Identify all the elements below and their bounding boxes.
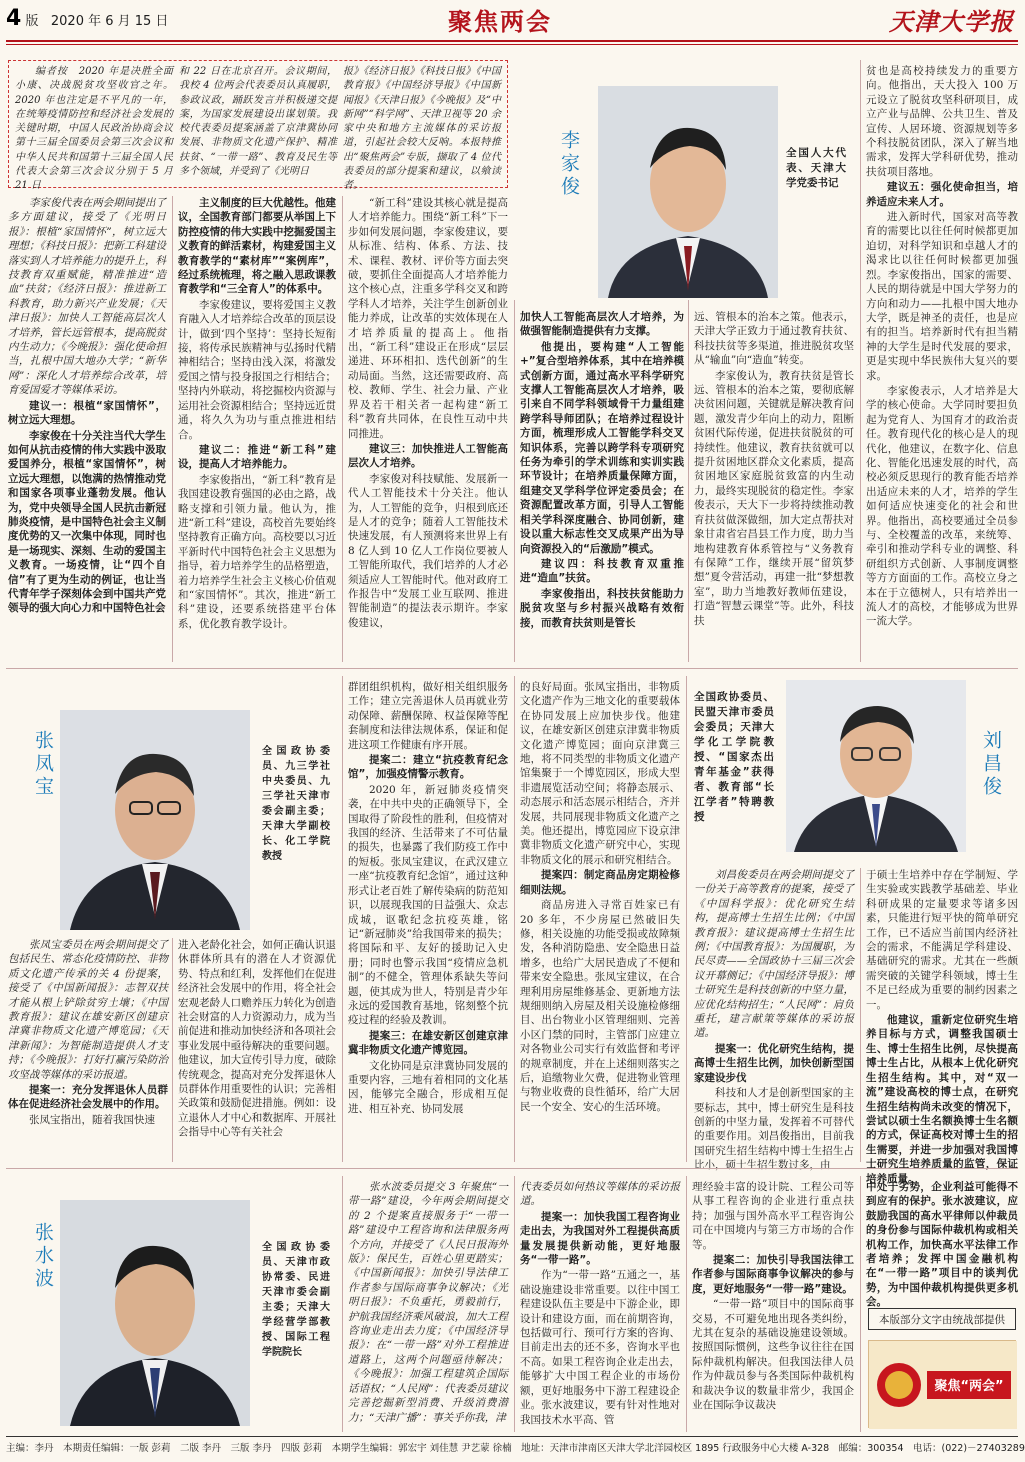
- page-header-left: [6, 6, 168, 31]
- col-divider: [514, 1176, 515, 1432]
- zhang-fb-caption: 全国政协委员、九三学社中央委员、九三学社天津市委会副主委；天津大学副校长、化工学院教授: [262, 746, 330, 862]
- zhang-fb-col-2: 进入老龄化社会，如何正确认识退休群体所具有的潜在人才资源优势、特点和红利，发挥他们在促进经济社会发展中的作用，将全社会宏观老龄人口赡养压力转化为创造社会财富的人力资源动力，成为当前促进和推动加快经济和各项社会事业发展中亟待解决的重要问题。他建议，加大宣传引导力度，破除传统观念，提高对充分发挥退休人员群体作用重要性的认识；完善相关政策和鼓励促进措施。例如：设立退休人才中心和数据库、开展社会指导中心等有关社会: [178, 939, 336, 1139]
- col-divider: [686, 676, 687, 1162]
- li-col-4: 加快人工智能高层次人才培养，为做强智能制造提供有力支撑。 他提出，要构建“人工智能+”复合型培养体系，其中在培养模式创新方面，通过高水平科学研究支撑人工智能高层次人才培养，吸引来自不同学科领域骨干力量组建跨学科导师团队；在培养过程设计方面，梳理形成人工智能学科交叉知识体系，完善以跨学科专项研究任务为牵引的学术训练和实训实践环节设计；在培养质量保障方面，组建交叉学科学位评定委员会；在资源配置改革方面，引导人工智能相关学科深度融合、协同创新，建设以重大标志性交叉成果产出为导向资源投入的“后激励”模式。 建议四：科技教育双重推进“造血”扶贫。 李家俊指出，科技扶贫能助力脱贫攻坚与乡村振兴战略有效衔接，而教育扶贫则是管长: [520, 311, 684, 629]
- col-divider: [342, 676, 343, 1162]
- zhang-sb-col-4: 中处于劣势，企业利益可能得不到应有的保护。张水波建议，应鼓励我国的高水平律师以仲裁员的身份参与国际仲裁机构或相关机构工作，加快高水平法律工作者培养；发挥中国金融机构在“一带一路”项目中的谈判优势，为中国仲裁机构提供更多机会。: [866, 1181, 1018, 1309]
- source-note: 本版部分文字由统战部提供: [868, 1308, 1016, 1330]
- zhang-fb-name: 张凤宝: [32, 730, 54, 799]
- section-divider: [6, 1168, 1018, 1169]
- zhang-sb-caption: 全国政协委员、天津市政协常委、民进天津市委会副主委；天津大学经营学部教授、国际工程学院院长: [262, 1242, 330, 1358]
- masthead: 天津大学报: [889, 7, 1014, 36]
- col-divider: [514, 300, 515, 662]
- col-divider: [860, 60, 861, 662]
- li-col-1: 李家俊代表在两会期间提出了多方面建议，接受了《光明日报》：根植“家国情怀”，树立远大理想；《科技日报》：把新工科建设落实到人才培养能力的提升上，科技教育双重赋能，精准推进“造血”扶贫；《经济日报》：推进新工科教育，助力新兴产业发展；《天津日报》：加快人工智能高层次人才培养，管长远管根本，提高脱贫内生动力；《今晚报》：强化使命担当，扎根中国大地办大学；“新华网”：深化人才培养综合改革，培育爱国爱才等媒体采访。 建议一：根植“家国情怀”，树立远大理想。 李家俊在十分关注当代大学生如何从抗击疫情的伟大实践中汲取爱国养分，根植“家国情怀”，树立远大理想，以饱满的热情推动党和国家各项事业蓬勃发展。他认为，党中央领导全国人民抗击新冠肺炎疫情，是中国特色社会主义制度优势的又一次集中体现，同时也是一场现实、深刻、生动的爱国主义教育。一场疫情，让“四个自信”有了更为生动的例证，也让当代青年学子深刻体会到中国共产党领导的强大向心力和中国特色社会: [8, 197, 166, 615]
- zhang-sb-portrait: [60, 1200, 250, 1426]
- col-divider: [172, 938, 173, 1162]
- zhang-fb-portrait: [60, 710, 250, 930]
- li-col-5: 远、管根本的治本之策。他表示，天津大学正致力于通过教育扶贫、科技扶贫等多渠道，推进脱贫攻坚从“输血”向“造血”转变。 李家俊认为，教育扶贫是管长远、管根本的治本之策，要彻底解决贫困问题，关键就是解决教育问题，激发青少年向上的动力，阻断贫困代际传递，促进扶贫脱贫的可持续性。他建议，教育扶贫就可以提升贫困地区群众文化素质，提高贫困地区家庭脱贫致富的内生动力，最终实现脱贫的稳定性。李家俊表示，天大下一步将持续推动教育扶贫做深做细，加大定点帮扶对象甘肃省宕昌县工作力度，助力当地构建教育体系管控与“义务教育有保障”工作，继续开展“留筑梦想”夏令营活动，再建一批“梦想教室”，助力当地教好教师伍建设，打造“智慧云课堂”等。此外，科技扶: [694, 311, 854, 627]
- footer-rule: [6, 1436, 1018, 1437]
- col-divider: [514, 676, 515, 1162]
- li-col-6: 贫也是高校持续发力的重要方向。他指出，天大投入 100 万元设立了脱贫攻坚科研项目，成立产业与品牌、公共卫生、普及宣传、人居环境、资源规划等多个科技脱贫团队，深入了解当地需求，发挥大学科研优势，推动扶贫项目落地。 建议五：强化使命担当，培养适应未来人才。 进入新时代，国家对高等教育的需要比以往任何时候都更加迫切，对科学知识和卓越人才的渴求比以往任何时候都更加强烈。李家俊指出，国家的需要、人民的期待就是中国大学努力的方向和动力——扎根中国大地办大学，既是神圣的责任，也是应有的担当。培养新时代有担当精神的大学生是时代发展的要求，更是实现中华民族伟大复兴的要求。 李家俊表示，人才培养是大学的核心使命。大学同时要担负起为党育人、为国育才的政治责任。教育现代化的核心是人的现代化，他建议，在数字化、信息化、智能化迅速发展的时代，高校必须反思现行的教育能否培养出适应未来的人才，培养的学生如何适应快速变化的社会和世界。他指出，高校要通过全员参与、全校覆盖的改革，来统筹、牵引和推动学科专业的调整、科研组织方式创新、人事制度调整等方方面面的工作。高校立身之本在于立德树人，只有培养出一流人才的高校，才能够成为世界一流大学。: [866, 65, 1018, 628]
- zhang-sb-col-1: 张水波委员提交 3 年聚焦“一带一路”建设，今年两会期间提交的 2 个提案直接服务于“一带一路”建设中工程咨询和法律服务两个方向，并接受了《人民日报海外版》：保民生，百姓心里更踏实；《中国新闻报》：加快引导法律工作者参与国际商事争议解决；《光明日报》：不负重托，勇毅前行，护航我国经济乘风破浪，加大工程咨询业走出去力度；《中国经济导报》：在“一带一路”对外工程推进道路上，这两个问题亟待解决；《今晚报》：加强工程建筑企国际话语权；“人民网”：代表委员建议完善挖掘新型消费、升级消费潜力；“天津广播”：事关乎你我，津: [348, 1181, 508, 1424]
- two-sessions-logo: [868, 1340, 1016, 1428]
- zhang-sb-col-2: 代表委员如何热议等媒体的采访报道。 提案一：加快我国工程咨询业走出去，为我国对外工程提供高质量发展提供新动能，更好地服务“一带一路”。 作为“一带一路”五通之一，基础设施建设非常重要。以往中国工程建设队伍主要是中下游企业，即设计和建设方面，而在前期咨询，包括做可行、预可行方案的咨询、目前走出去的还不多，咨询水平也不高。如果工程咨询企业走出去，能够扩大中国工程企业的市场份额，更好地服务中下游工程建设企业。张水波建议，要有针对性地对我国技术水平高、管: [520, 1181, 680, 1426]
- liu-name: 刘昌俊: [980, 730, 1002, 799]
- issue-date: 2020 年 6 月 15 日: [50, 14, 169, 29]
- col-divider: [860, 868, 861, 1162]
- section-title: 聚焦两会: [448, 8, 552, 36]
- zhang-fb-col-4: 的良好局面。张凤宝指出，非物质文化遗产作为三地文化的重要载体在协同发展上应加快步伐。他建议，在雄安新区创建京津冀非物质文化遗产博览园；面向京津冀三地，将不同类型的非物质文化遗产馆集聚于一个博览园区，形成大型非遗展览活动空间；将静态展示、动态展示和活态展示相结合，齐并发展，共同展现非物质文化遗产之美。他还提出，博览园应下设京津冀非物质文化遗产研究中心，实现非物质文化的展示和研究相结合。 提案四：制定商品房定期检修细则法规。 商品房进入寻常百姓家已有 20 多年，不少房屋已然破旧失修，相关设施的功能受损或故障频发，各种消防隐患、安全隐患日益增多，也给广大居民造成了不便和带来安全隐患。张凤宝建议，在合理利用房屋维修基金、更新地方法规细则纳入房屋及相关设施检修细目、出台物业小区管理细则、完善小区门禁的同时，主管部门应建立对各物业公司实行有效监督和考评的规章制度，并在上述细则落实之后，追缴物业欠费，促进物业管理与物业收费的良性循环，给广大居民一个安全、安心的生活环境。: [520, 681, 680, 1113]
- zhang-sb-name: 张水波: [32, 1222, 54, 1291]
- header-rule-thin: [6, 44, 1018, 45]
- editor-note-col-1: 编者按 2020 年是决胜全面小康、决战脱贫攻坚收官之年。2020 年也注定是不平凡的一年，在统筹疫情防控和经济社会发展的关键时期，中国人民政治协商会议第十三届全国委员会第三次会议和中华人民共和国第十三届全国人民代表大会第三次会议分别于 5 月 21 日: [15, 66, 173, 192]
- header-rule: [6, 40, 1018, 42]
- col-divider: [342, 1176, 343, 1432]
- editor-note-box: [8, 60, 508, 192]
- page-unit: 版: [25, 14, 39, 29]
- liu-caption: 全国政协委员、民盟天津市委员会委员；天津大学化工学院教授、“国家杰出青年基金”获得者、教育部“长江学者”特聘教授: [694, 691, 774, 823]
- page-number: 4: [6, 6, 22, 31]
- zhang-fb-col-3: 群团组织机构，做好相关组织服务工作；建立完善退休人员再就业劳动保障、薪酬保障、权益保障等配套制度和法律法规体系，保证和促进这项工作健康有序开展。 提案二：建立“抗疫教育纪念馆”，加强疫情警示教育。 2020 年，新冠肺炎疫情突袭，在中共中央的正确领导下，全国取得了阶段性的胜利，但疫情对我国的经济、生活带来了不可估量的损失，也暴露了我们防疫工作中的短板。张凤宝建议，在武汉建立一座“抗疫教育纪念馆”，通过这种形式让老百姓了解传染病的防范知识，以展现我国的日益强大、众志成城，讴歌纪念抗疫英雄，铭记“新冠肺炎”给我国带来的损失；将国际和平、友好的援助记入史册；同时也警示我国“疫情应急机制”的不健全，管理体系缺失等问题，使其成为世人，特别是青少年永远的爱国教育基地，铭刻整个抗疫过程的经验及教训。 提案三：在雄安新区创建京津冀非物质文化遗产博览园。 文化协同是京津冀协同发展的重要内容，三地有着相同的文化基因，能够完全融合，形成相互促进、相互补充、协同发展: [348, 681, 508, 1115]
- footer: 主编：李丹 本期责任编辑：一版 彭莉 二版 李丹 三版 李丹 四版 彭莉 本期学生编辑：郭宏宇 刘佳慧 尹艺蒙 徐楠 地址：天津市津南区天津大学北洋园校区 1895 行政服务中心大楼 A-328 邮编：300354 电话：(022)－27403289: [6, 1443, 1025, 1454]
- li-col-2: 主义制度的巨大优越性。他建议，全国教育部门都要从举国上下防控疫情的伟大实践中挖掘爱国主义教育的鲜活素材，构建爱国主义教育教学的“素材库”“案例库”，经过系统梳理，将之融入思政课教育教学和“三全育人”的体系中。 李家俊建议，要将爱国主义教育融入人才培养综合改革的顶层设计，做到‘四个坚持’：坚持长短衔接，将传承民族精神与弘扬时代精神相结合；坚持由浅入深，将激发爱国之情与投身报国之行相结合；坚持内外联动，将挖掘校内资源与运用社会资源相结合；坚持远近贯通，将久久为功与重点推进相结合。 建议二：推进“新工科”建设，提高人才培养能力。 李家俊指出，“新工科”教育是我国建设教育强国的必由之路，战略支撑和引领力量。他认为，推进“新工科”建设，高校首先要始终坚持教育正确方向。高校要以习近平新时代中国特色社会主义思想为指导，着力培养学生的品格塑造，着力培养学生社会主义核心价值观和“家国情怀”。其次，推进“新工科”建设，还要系统搭建平台体系，优化教育教学设计。: [178, 197, 336, 630]
- col-divider: [686, 1176, 687, 1432]
- section-divider: [6, 668, 1018, 669]
- col-divider: [172, 196, 173, 662]
- col-divider: [342, 196, 343, 662]
- editor-note-col-2: 和 22 日在北京召开。会议期间，我校 4 位两会代表委员认真履职，参政议政，踊跃发言并积极递交提案，为国家发展建设出谋划策。我校代表委员提案涵盖了京津冀协同发展、非物质文化遗产保护、精准扶贫、“一带一路”、教育及民生等多个领域，并受到了《光明日: [179, 66, 337, 178]
- zhang-sb-col-3: 理经验丰富的设计院、工程公司等从事工程咨询的企业进行重点扶持；加强与国外高水平工程咨询公司在中国境内与第三方市场的合作等。 提案二：加快引导我国法律工作者参与国际商事争议解决的参与度，更好地服务“一带一路”建设。 “一带一路”项目中的国际商事交易，不可避免地出现各类纠纷，尤其在复杂的基础设施建设领域。按照国际惯例，这些争议往往在国际仲裁机构解决。但我国法律人员作为仲裁员参与各类国际仲裁机构和裁决争议的数量非常少，我国企业在国际争议裁决: [692, 1181, 854, 1412]
- liu-portrait: [786, 680, 966, 852]
- li-portrait: [598, 86, 778, 298]
- liu-col-2: 于硕士生培养中存在学制短、学生实验或实践教学基础差、毕业科研成果的定量要求等诸多因素，只能进行短平快的简单研究工作，已不适应当前国内经济社会的需求，不能满足学科建设、基础研究的需求。尤其在一些颇需突破的关键学科领域，博士生不足已经成为重要的制约因素之一。 他建议，重新定位研究生培养目标与方式，调整我国硕士生、博士生招生比例，尽快提高博士生占比，从根本上优化研究生招生结构。其中，对“双一流”建设高校的博士点，在研究生招生结构尚未改变的情况下，尝试以硕士生名额换博士生名额的方式，保证高校对博士生的招生需要，并进一步加强对我国博士研究生培养质量的监管，保证培养质量。: [866, 869, 1018, 1185]
- li-name: 李家俊: [558, 130, 580, 199]
- logo-text: 聚焦“两会”: [934, 1379, 1004, 1394]
- liu-col-1: 刘昌俊委员在两会期间提交了一份关于高等教育的提案，接受了《中国科学报》：优化研究生结构，提高博士生招生比例；《中国教育报》：建议提高博士生招生比例；《中国教育报》：为国履职，为民尽责——全国政协十三届三次会议开幕侧记；《中国经济导报》：博士研究生是科技创新的中坚力量，应优化结构招生；“人民网”：肩负重托，建言献策等媒体的采访报道。 提案一：优化研究生结构，提高博士生招生比例，加快创新型国家建设步伐 科技和人才是创新型国家的主要标志，其中，博士研究生是科技创新的中坚力量，发挥着不可替代的重要作用。刘昌俊指出，目前我国研究生招生结构中博士生招生占比小，硕士生招生数过多，由: [694, 869, 854, 1172]
- col-divider: [688, 300, 689, 662]
- li-col-3: “新工科”建设其核心就是提高人才培养能力。围绕“新工科”下一步如何发展问题，李家俊建议，要从标准、结构、体系、方法、技术、课程、教材、评价等方面去突破，要抓住全面提高人才培养能力这个核心点，注重多学科交叉和跨学科人才培养，关注学生创新创业能力养成，让改革的实效体现在人才培养质量的提高上。他指出，“新工科”建设正在形成“层层递进、环环相扣、迭代创新”的生动局面。当然，这还需要政府、高校、教师、学生、社会力量、产业界及若干相关者一起构建“新工科”教育共同体，在良性互动中共同推进。 建议三：加快推进人工智能高层次人才培养。 李家俊对科技赋能、发展新一代人工智能技术十分关注。他认为，人工智能的竞争，归根到底还是人才的竞争；随着人工智能技术快速发展，有人预测将来世界上有 8 亿人到 10 亿人工作岗位要被人工智能所取代，我们培养的人才必须适应人工智能时代。他对政府工作报告中“发展工业互联网、推进智能制造”的提法表示期许。李家俊建议，: [348, 197, 508, 629]
- li-caption: 全国人大代表、天津大学党委书记: [786, 147, 846, 189]
- zhang-fb-col-1: 张凤宝委员在两会期间提交了包括民生、常态化疫情防控、非物质文化遗产传承的关 4 份提案，接受了《中国新闻报》：志智双扶才能从根上铲除贫穷土壤；《中国教育报》：建议在雄安新区创建京津冀非物质文化遗产博览园；《天津新闻》：为智能制造提供人才支持；《今晚报》：打好打赢污染防治攻坚战等媒体的采访报道。 提案一：充分发挥退休人员群体在促进经济社会发展中的作用。 张凤宝指出，随着我国快速: [8, 939, 168, 1126]
- editor-note-col-3: 报》《经济日报》《科技日报》《中国教育报》《中国经济导报》《中国新闻报》《天津日报》《今晚报》及“中新网”“科学网”、天津卫视等 20 余家中央和地方主流媒体的采访报道，引起社会较大反响。本报特推出“聚焦两会”专版，撷取了 4 位代表委员的部分提案和建议，以飨读者。: [343, 66, 501, 192]
- col-divider: [860, 1176, 861, 1432]
